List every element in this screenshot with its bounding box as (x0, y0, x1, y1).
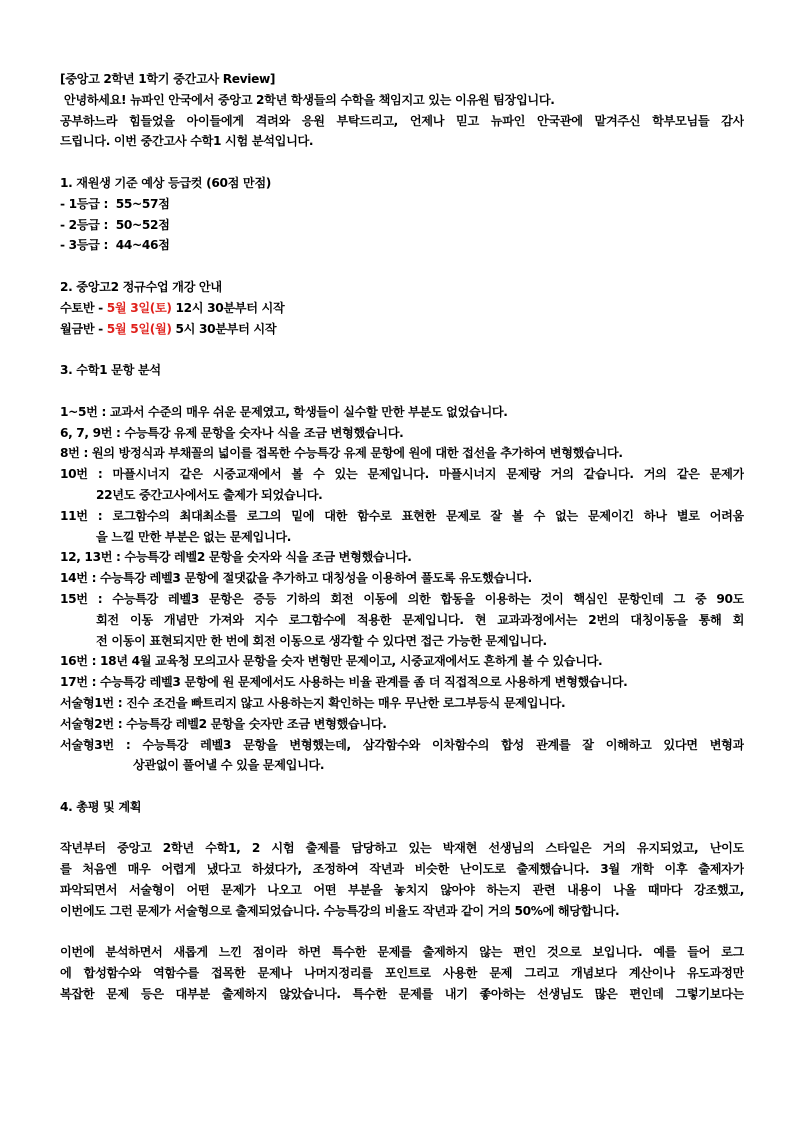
class-name: 수토반 - (60, 300, 107, 315)
class-name: 월금반 - (60, 321, 107, 336)
class-schedule-item (60, 298, 744, 319)
class-start-time: 5시 30분부터 시작 (171, 321, 277, 336)
section-heading-question-analysis: 3. 수학1 문항 분석 (60, 363, 161, 378)
summary-paragraph-line: 이번에 분석하면서 새롭게 느낀 점이라 하면 특수한 문제를 출제하지 않는 편인 것으로 보입니다. 예를 들어 로그 (60, 945, 744, 960)
question-analysis-item: 서술형1번 : 진수 조건을 빠트리지 않고 사용하는지 확인하는 매우 무난한 로그부등식 문제입니다. (60, 695, 566, 710)
section-heading-class-schedule: 2. 중앙고2 정규수업 개강 안내 (60, 279, 222, 294)
question-analysis-item: 서술형2번 : 수능특강 레벨2 문항을 숫자만 조금 변형했습니다. (60, 716, 387, 731)
class-start-date: 5월 3일(토) (106, 300, 172, 315)
summary-paragraph-line: 작년부터 중앙고 2학년 수학1, 2 시험 출제를 담당하고 있는 박재현 선생님의 스타일은 거의 유지되었고, 난이도 (60, 841, 744, 856)
grade-cut-item: - 3등급 : 44~46점 (60, 238, 170, 253)
question-analysis-item: 1~5번 : 교과서 수준의 매우 쉬운 문제였고, 학생들이 실수할 만한 부분도 없었습니다. (60, 404, 508, 419)
section-heading-summary: 4. 총평 및 계획 (60, 799, 142, 814)
summary-paragraph-line: 이번에도 그런 문제가 서술형으로 출제되었습니다. 수능특강의 비율도 작년과 같이 거의 50%에 해당합니다. (60, 903, 620, 918)
summary-paragraph-line: 복잡한 문제 등은 대부분 출제하지 않았습니다. 특수한 문제를 내기 좋아하는 선생님도 많은 편인데 그렇기보다는 (60, 987, 744, 1002)
document-title: [중앙고 2학년 1학기 중간고사 Review] (60, 72, 276, 86)
intro-line: 드립니다. 이번 중간고사 수학1 시험 분석입니다. (60, 134, 314, 149)
question-analysis-item: 8번 : 원의 방정식과 부채꼴의 넓이를 접목한 수능특강 유제 문항에 원에 대한 접선을 추가하여 변형했습니다. (60, 446, 623, 461)
question-analysis-item: 17번 : 수능특강 레벨3 문항에 원 문제에서도 사용하는 비율 관계를 좀 더 직접적으로 사용하게 변형했습니다. (60, 675, 628, 690)
question-analysis-item-continued: 22년도 중간고사에서도 출제가 되었습니다. (96, 487, 323, 502)
class-start-date: 5월 5일(월) (106, 321, 172, 336)
question-analysis-item: 12, 13번 : 수능특강 레벨2 문항을 숫자와 식을 조금 변형했습니다. (60, 550, 412, 565)
question-analysis-item: 6, 7, 9번 : 수능특강 유제 문항을 숫자나 식을 조금 변형했습니다. (60, 425, 404, 440)
question-analysis-item-continued: 상관없이 풀어낼 수 있을 문제입니다. (133, 758, 325, 773)
grade-cut-item: - 2등급 : 50~52점 (60, 217, 170, 232)
question-analysis-item: 10번 : 마플시너지 같은 시중교재에서 볼 수 있는 문제입니다. 마플시너지 문제랑 거의 같습니다. 거의 같은 문제가 (60, 467, 744, 482)
document-page (60, 69, 744, 1005)
question-analysis-item: 15번 : 수능특강 레벨3 문항은 증등 기하의 회전 이동에 의한 합동을 이용하는 것이 핵심인 문항인데 그 중 90도 (60, 591, 744, 606)
question-analysis-item: 서술형3번 : 수능특강 레벨3 문항을 변형했는데, 삼각함수와 이차함수의 합성 관계를 잘 이해하고 있다면 변형과 (60, 737, 744, 752)
summary-paragraph-line: 를 처음엔 매우 어렵게 냈다고 하셨다가, 조정하여 작년과 비슷한 난이도로 출제했습니다. 3월 개학 이후 출제자가 (60, 862, 744, 877)
question-analysis-item-continued: 을 느낄 만한 부분은 없는 문제입니다. (96, 529, 292, 544)
class-start-time: 12시 30분부터 시작 (171, 300, 285, 315)
summary-paragraph-line: 파악되면서 서술형이 어떤 문제가 나오고 어떤 부분을 놓치지 않아야 하는지 관련 내용이 나올 때마다 강조했고, (60, 883, 744, 898)
class-schedule-item (60, 319, 744, 340)
grade-cut-item: - 1등급 : 55~57점 (60, 196, 170, 211)
question-analysis-item-continued: 전 이동이 표현되지만 한 번에 회전 이동으로 생각할 수 있다면 접근 가능한 문제입니다. (96, 633, 547, 648)
question-analysis-item-continued: 회전 이동 개념만 가져와 지수 로그함수에 적용한 문제입니다. 현 교과과정에서는 2번의 대칭이동을 통해 회 (96, 612, 744, 627)
section-heading-grade-cut: 1. 재원생 기준 예상 등급컷 (60점 만점) (60, 175, 271, 190)
intro-line: 안녕하세요! 뉴파인 안국에서 중앙고 2학년 학생들의 수학을 책임지고 있는 이유원 팀장입니다. (60, 92, 555, 107)
intro-line: 공부하느라 힘들었을 아이들에게 격려와 응원 부탁드리고, 언제나 믿고 뉴파인 안국관에 맡겨주신 학부모님들 감사 (60, 113, 744, 128)
question-analysis-item: 14번 : 수능특강 레벨3 문항에 절댓값을 추가하고 대칭성을 이용하여 풀도록 유도했습니다. (60, 571, 532, 586)
question-analysis-item: 11번 : 로그함수의 최대최소를 로그의 밑에 대한 함수로 표현한 문제로 잘 볼 수 없는 문제이긴 하나 별로 어려움 (60, 508, 744, 523)
summary-paragraph-line: 에 합성함수와 역함수를 접목한 문제나 나머지정리를 포인트로 사용한 문제 그리고 개념보다 계산이나 유도과정만 (60, 966, 744, 981)
question-analysis-item: 16번 : 18년 4월 교육청 모의고사 문항을 숫자 변형만 문제이고, 시중교재에서도 흔하게 볼 수 있습니다. (60, 654, 603, 669)
